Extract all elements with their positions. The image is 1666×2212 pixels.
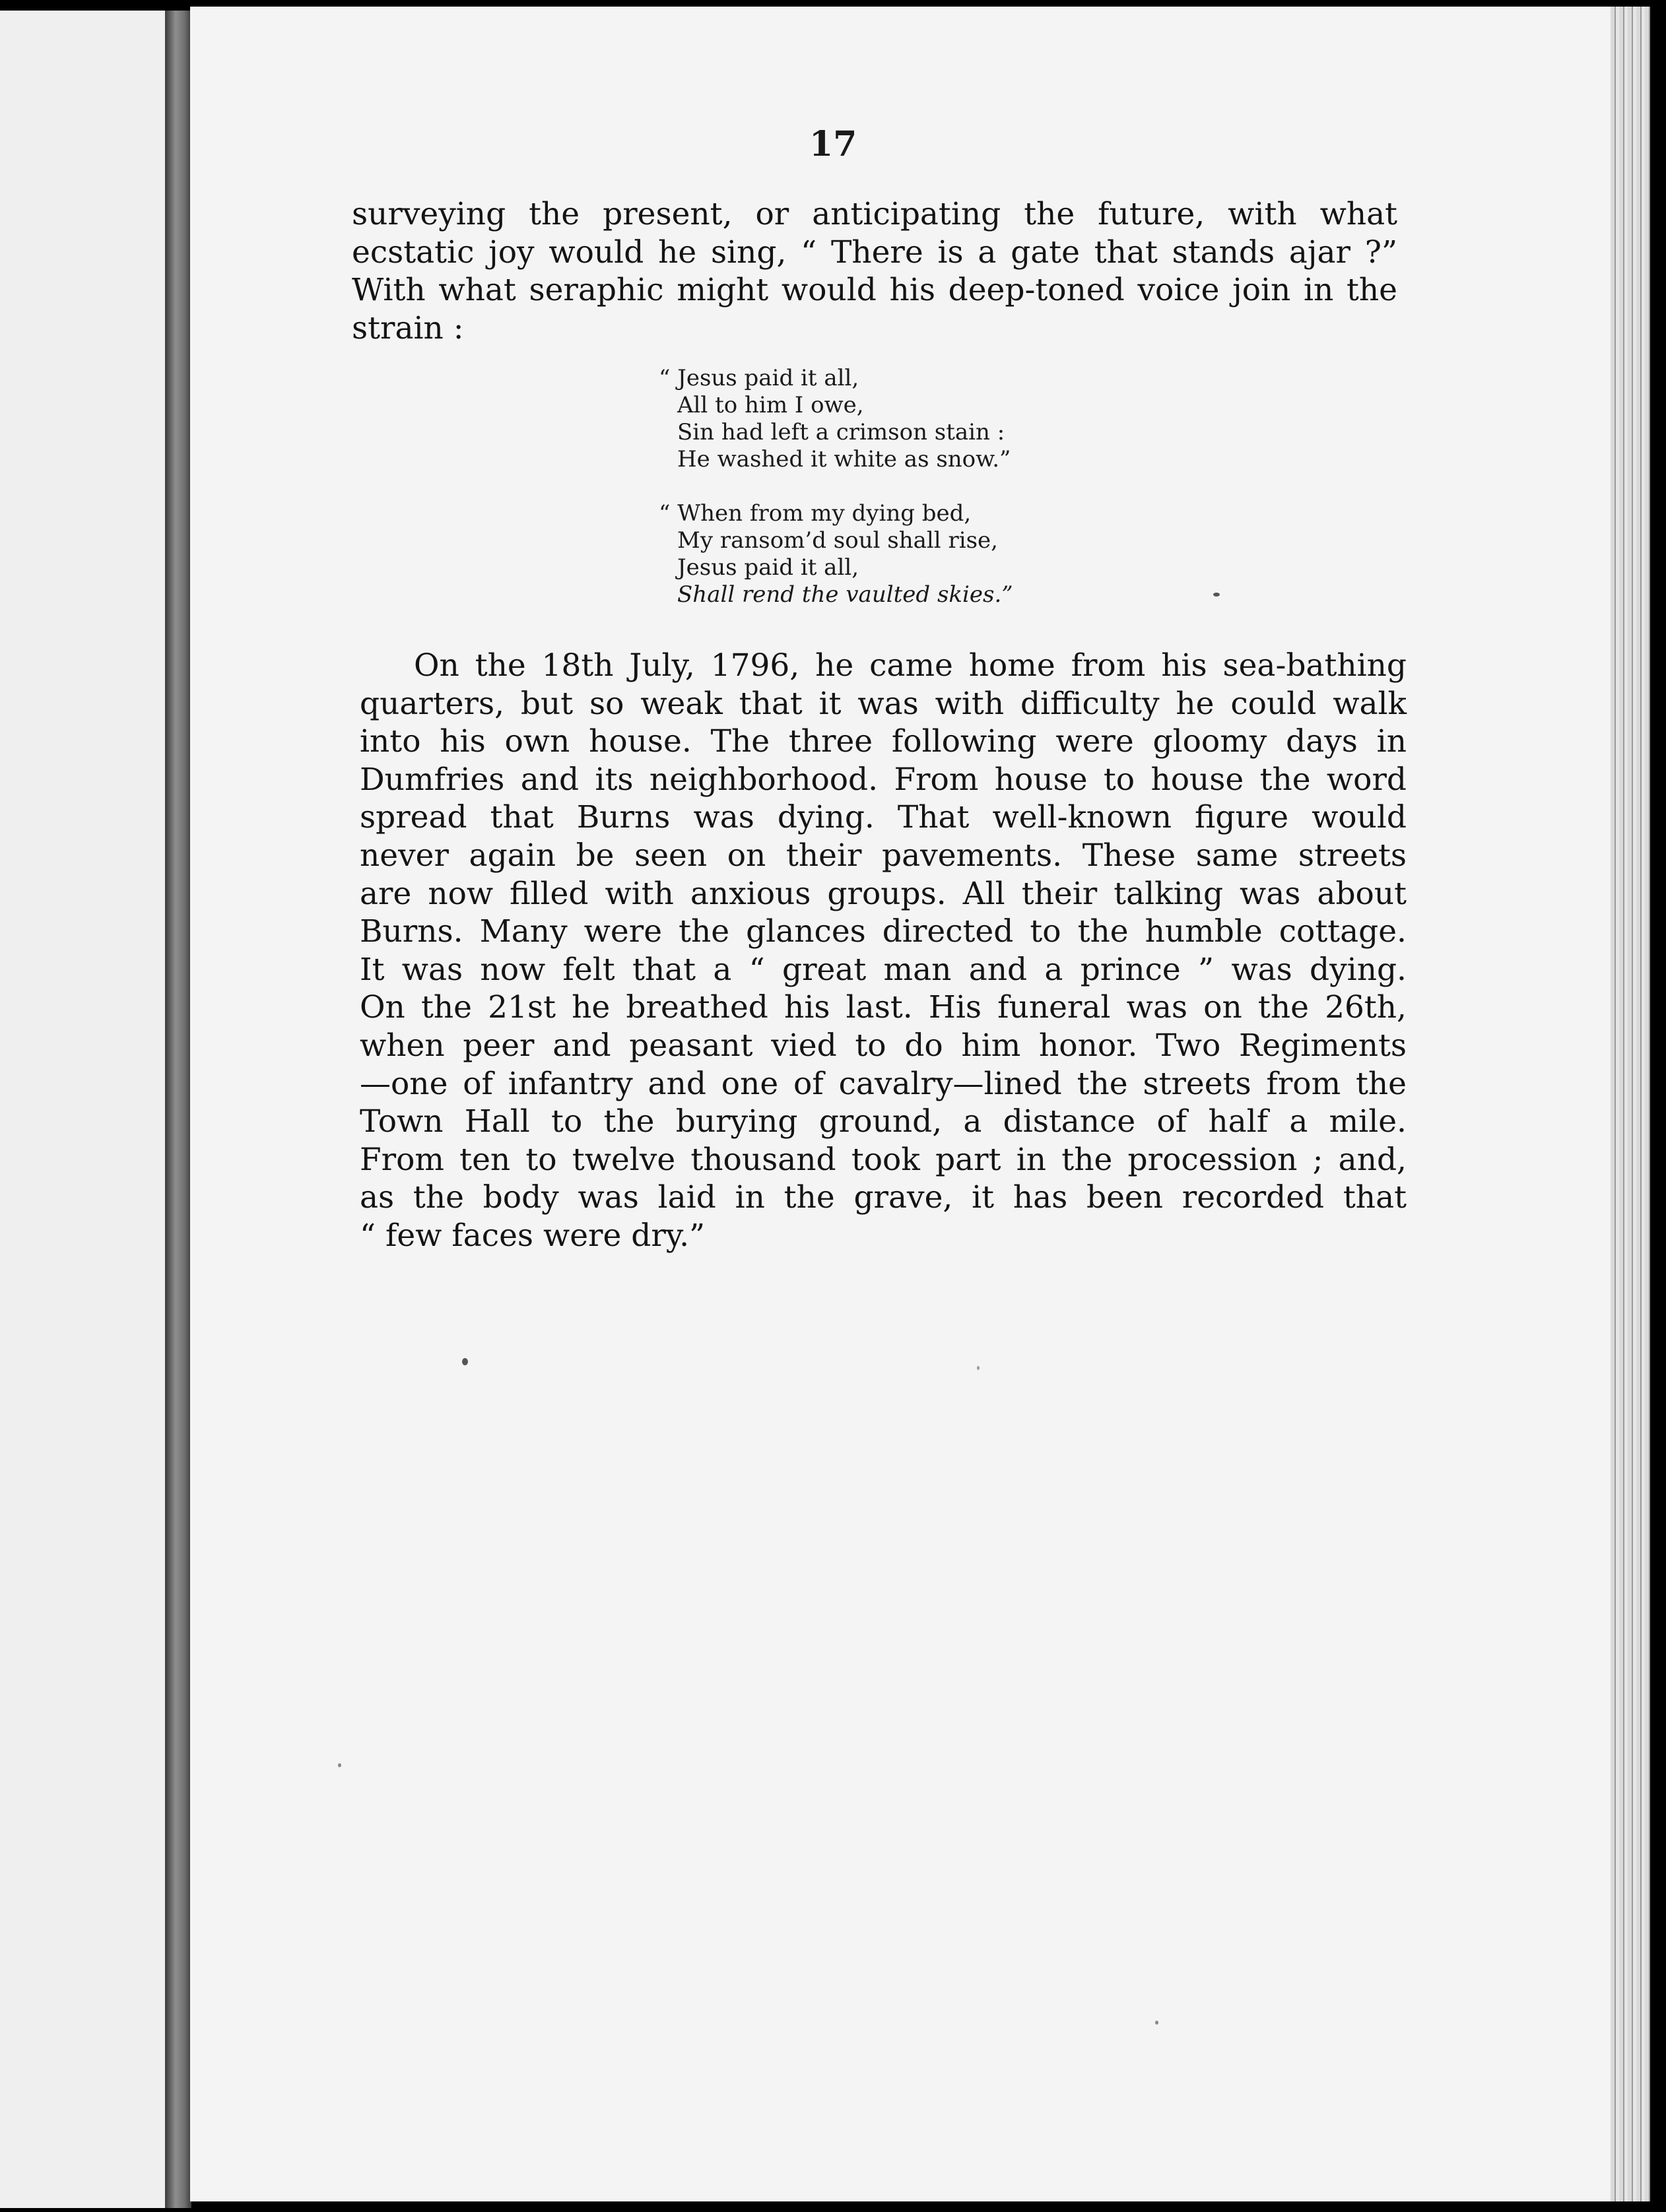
text-line: as the body was laid in the grave, it has been recorded that [360, 1179, 1407, 1216]
verse-line: He washed it white as snow.” [677, 446, 1011, 472]
scan-speck [1155, 2021, 1158, 2025]
text-line: From ten to twelve thousand took part in the procession ; and, [360, 1141, 1407, 1178]
text-line: “ few faces were dry.” [360, 1217, 706, 1254]
text-line: are now filled with anxious groups. All their talking was about [360, 875, 1407, 912]
verse-line: Shall rend the vaulted skies.” [677, 581, 1013, 608]
verse-line: My ransom’d soul shall rise, [677, 527, 998, 554]
text-line: It was now felt that a “ great man and a prince ” was dying. [360, 951, 1407, 988]
verse-line: Sin had left a crimson stain : [677, 419, 1005, 445]
text-line: Town Hall to the burying ground, a distance of half a mile. [360, 1103, 1407, 1140]
text-line: With what seraphic might would his deep-toned voice join in the [352, 272, 1397, 309]
text-line: into his own house. The three following were gloomy days in [360, 723, 1407, 760]
verse-line: All to him I owe, [677, 392, 864, 418]
text-line: when peer and peasant vied to do him honor. Two Regiments [360, 1027, 1407, 1064]
verse-stanza-2 [659, 500, 1013, 608]
text-line: Burns. Many were the glances directed to the humble cottage. [360, 913, 1407, 950]
paragraph-2 [360, 647, 1407, 1255]
text-line: Dumfries and its neighborhood. From house to house the word [360, 761, 1407, 798]
verse-line: Jesus paid it all, [677, 554, 859, 581]
verse-stanza-1 [659, 365, 1011, 473]
scan-speck [462, 1358, 468, 1365]
verse-line: “ Jesus paid it all, [659, 365, 859, 391]
paragraph-1 [352, 195, 1397, 347]
page-edges [1611, 7, 1650, 2201]
scan-speck [338, 1763, 341, 1767]
text-line: spread that Burns was dying. That well-known figure would [360, 799, 1407, 836]
text-line: strain : [352, 309, 464, 346]
text-line: —one of infantry and one of cavalry—lined the streets from the [360, 1065, 1407, 1102]
text-line: quarters, but so weak that it was with difficulty he could walk [360, 685, 1407, 722]
scan-speck [977, 1366, 980, 1370]
text-line: On the 21st he breathed his last. His funeral was on the 26th, [360, 989, 1407, 1026]
text-line: ecstatic joy would he sing, “ There is a gate that stands ajar ?” [352, 234, 1397, 271]
text-line: On the 18th July, 1796, he came home from his sea-bathing [414, 647, 1407, 684]
left-page-edge [0, 11, 173, 2208]
book-gutter [165, 11, 191, 2208]
page-number: 17 [809, 124, 857, 164]
text-line: never again be seen on their pavements. These same streets [360, 837, 1407, 874]
text-line: surveying the present, or anticipating the future, with what [352, 196, 1397, 232]
scan-speck [1213, 593, 1220, 597]
verse-line: “ When from my dying bed, [659, 500, 972, 527]
